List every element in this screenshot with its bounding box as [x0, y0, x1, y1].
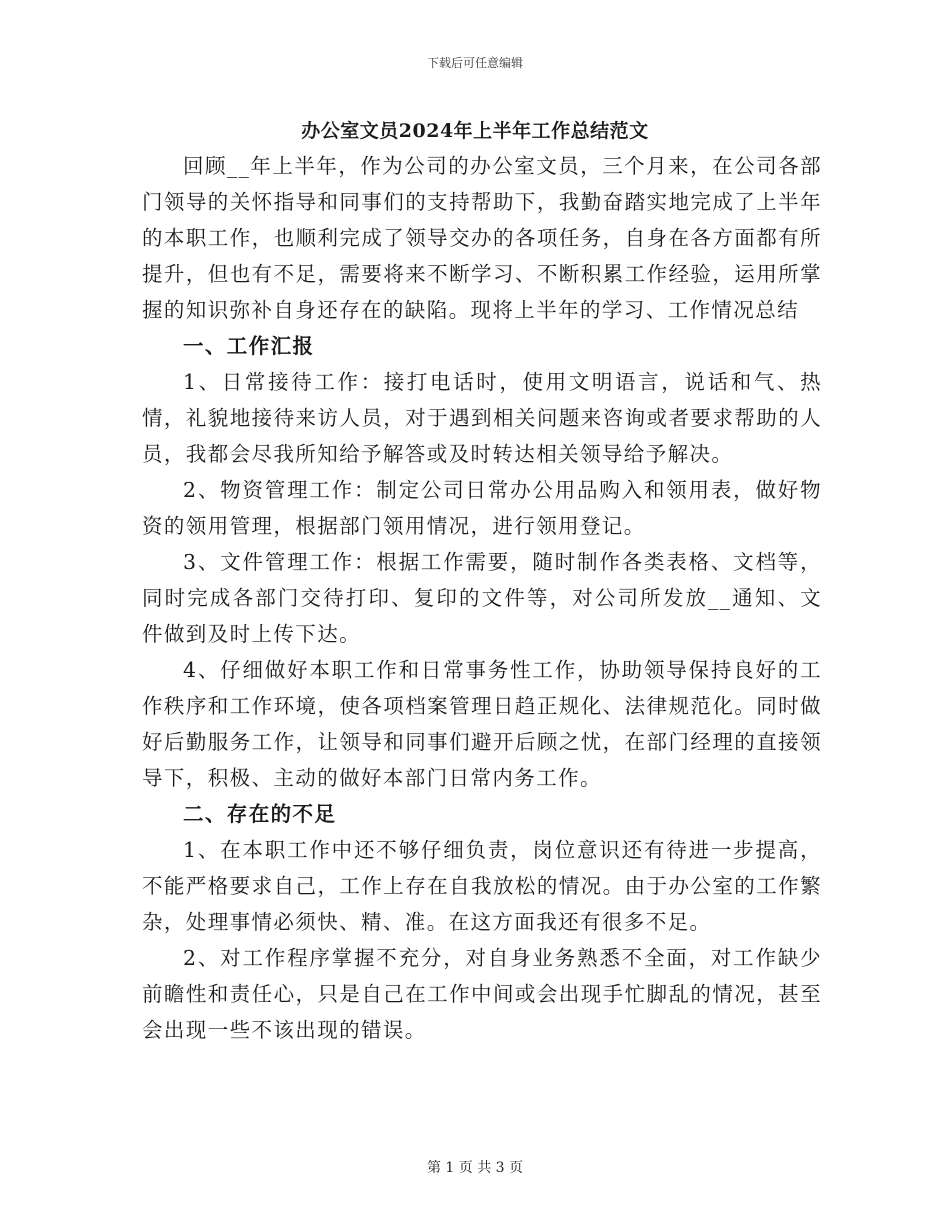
page-number: 第 1 页 共 3 页: [426, 1160, 524, 1176]
section-heading-shortcomings: 二、存在的不足: [183, 802, 337, 826]
work-report-item: 1、日常接待工作：接打电话时，使用文明语言，说话和气、热情，礼貌地接待来访人员，对于遇到相关问题来咨询或者要求帮助的人员，我都会尽我所知给予解答或及时转达相关领导给予解决。: [142, 370, 822, 466]
document-title: 办公室文员2024年上半年工作总结范文: [301, 120, 649, 142]
shortcoming-item: 2、对工作程序掌握不充分，对自身业务熟悉不全面，对工作缺少前瞻性和责任心，只是自己在工作中间或会出现手忙脚乱的情况，甚至会出现一些不该出现的错误。: [142, 946, 822, 1042]
intro-paragraph: 回顾__年上半年，作为公司的办公室文员，三个月来，在公司各部门领导的关怀指导和同事们的支持帮助下，我勤奋踏实地完成了上半年的本职工作，也顺利完成了领导交办的各项任务，自身在各方面都有所提升，但也有不足，需要将来不断学习、不断积累工作经验，运用所掌握的知识弥补自身还存在的缺陷。现将上半年的学习、工作情况总结: [142, 154, 822, 322]
section-heading-work-report: 一、工作汇报: [183, 334, 315, 358]
shortcoming-item: 1、在本职工作中还不够仔细负责，岗位意识还有待进一步提高，不能严格要求自己，工作上存在自我放松的情况。由于办公室的工作繁杂，处理事情必须快、精、准。在这方面我还有很多不足。: [142, 838, 822, 934]
work-report-item: 3、文件管理工作：根据工作需要，随时制作各类表格、文档等，同时完成各部门交待打印、复印的文件等，对公司所发放__通知、文件做到及时上传下达。: [142, 550, 822, 646]
header-note: 下载后可任意编辑: [426, 56, 523, 70]
work-report-item: 4、仔细做好本职工作和日常事务性工作，协助领导保持良好的工作秩序和工作环境，使各项档案管理日趋正规化、法律规范化。同时做好后勤服务工作，让领导和同事们避开后顾之忧，在部门经理的直接领导下，积极、主动的做好本部门日常内务工作。: [142, 658, 822, 790]
document-body: [142, 148, 822, 1048]
work-report-item: 2、物资管理工作：制定公司日常办公用品购入和领用表，做好物资的领用管理，根据部门领用情况，进行领用登记。: [142, 478, 822, 538]
